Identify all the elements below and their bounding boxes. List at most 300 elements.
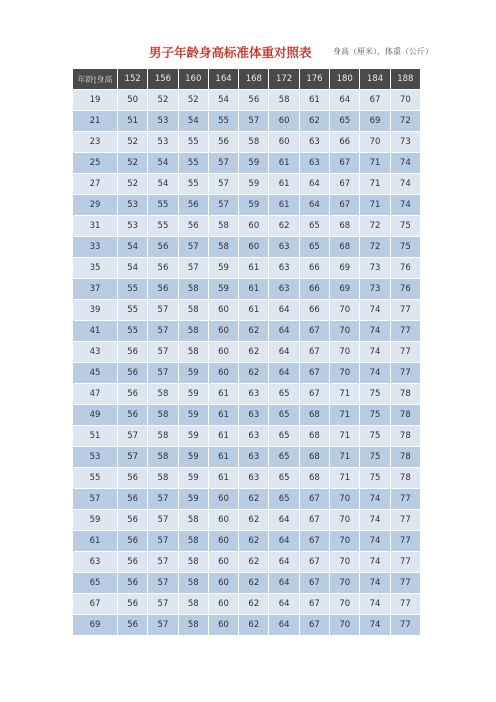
table-row bbox=[73, 174, 421, 195]
age-cell: 57 bbox=[73, 489, 118, 510]
weight-cell: 55 bbox=[118, 300, 148, 321]
weight-cell: 78 bbox=[390, 384, 420, 405]
weight-cell: 62 bbox=[239, 594, 269, 615]
weight-cell: 50 bbox=[118, 90, 148, 111]
table-row bbox=[73, 111, 421, 132]
weight-cell: 61 bbox=[239, 279, 269, 300]
table-row bbox=[73, 237, 421, 258]
weight-cell: 67 bbox=[299, 384, 329, 405]
weight-cell: 63 bbox=[299, 153, 329, 174]
weight-cell: 60 bbox=[208, 300, 238, 321]
weight-cell: 67 bbox=[360, 90, 390, 111]
weight-cell: 55 bbox=[178, 153, 208, 174]
table-row bbox=[73, 615, 421, 636]
weight-cell: 74 bbox=[360, 363, 390, 384]
age-cell: 53 bbox=[73, 447, 118, 468]
weight-cell: 58 bbox=[239, 132, 269, 153]
age-cell: 49 bbox=[73, 405, 118, 426]
weight-cell: 57 bbox=[208, 153, 238, 174]
weight-cell: 77 bbox=[390, 300, 420, 321]
weight-cell: 65 bbox=[269, 447, 299, 468]
weight-cell: 63 bbox=[239, 405, 269, 426]
weight-cell: 67 bbox=[299, 594, 329, 615]
weight-cell: 74 bbox=[360, 615, 390, 636]
weight-cell: 64 bbox=[269, 300, 299, 321]
weight-cell: 57 bbox=[148, 531, 178, 552]
weight-cell: 70 bbox=[330, 489, 360, 510]
table-row bbox=[73, 153, 421, 174]
weight-cell: 74 bbox=[360, 342, 390, 363]
weight-cell: 64 bbox=[269, 510, 299, 531]
weight-cell: 58 bbox=[178, 321, 208, 342]
weight-cell: 70 bbox=[330, 342, 360, 363]
weight-cell: 78 bbox=[390, 405, 420, 426]
weight-cell: 75 bbox=[360, 426, 390, 447]
weight-cell: 71 bbox=[330, 447, 360, 468]
weight-cell: 58 bbox=[269, 90, 299, 111]
weight-cell: 55 bbox=[178, 174, 208, 195]
height-header-cell: 184 bbox=[360, 69, 390, 90]
height-header-cell: 152 bbox=[118, 69, 148, 90]
weight-cell: 54 bbox=[208, 90, 238, 111]
weight-cell: 76 bbox=[390, 258, 420, 279]
height-header-cell: 164 bbox=[208, 69, 238, 90]
age-cell: 55 bbox=[73, 468, 118, 489]
weight-cell: 57 bbox=[118, 426, 148, 447]
weight-cell: 63 bbox=[239, 468, 269, 489]
weight-cell: 70 bbox=[330, 510, 360, 531]
weight-cell: 58 bbox=[148, 384, 178, 405]
weight-cell: 54 bbox=[148, 153, 178, 174]
age-cell: 19 bbox=[73, 90, 118, 111]
weight-cell: 56 bbox=[178, 195, 208, 216]
weight-cell: 58 bbox=[178, 300, 208, 321]
weight-cell: 70 bbox=[330, 552, 360, 573]
weight-cell: 61 bbox=[208, 468, 238, 489]
weight-cell: 70 bbox=[390, 90, 420, 111]
weight-cell: 71 bbox=[330, 468, 360, 489]
weight-cell: 56 bbox=[239, 90, 269, 111]
weight-cell: 69 bbox=[330, 279, 360, 300]
weight-cell: 65 bbox=[269, 384, 299, 405]
age-cell: 23 bbox=[73, 132, 118, 153]
weight-cell: 60 bbox=[208, 489, 238, 510]
weight-cell: 52 bbox=[118, 153, 148, 174]
weight-cell: 56 bbox=[118, 384, 148, 405]
weight-cell: 67 bbox=[330, 153, 360, 174]
weight-cell: 55 bbox=[148, 216, 178, 237]
weight-cell: 62 bbox=[239, 342, 269, 363]
age-cell: 37 bbox=[73, 279, 118, 300]
weight-cell: 60 bbox=[239, 216, 269, 237]
weight-cell: 59 bbox=[178, 489, 208, 510]
weight-cell: 65 bbox=[269, 405, 299, 426]
weight-cell: 68 bbox=[299, 426, 329, 447]
weight-cell: 61 bbox=[269, 153, 299, 174]
weight-cell: 64 bbox=[330, 90, 360, 111]
weight-cell: 63 bbox=[269, 237, 299, 258]
weight-cell: 67 bbox=[299, 615, 329, 636]
weight-cell: 58 bbox=[178, 279, 208, 300]
corner-header-cell: 年龄|身高 bbox=[73, 69, 118, 90]
table-row bbox=[73, 195, 421, 216]
weight-cell: 71 bbox=[330, 405, 360, 426]
weight-cell: 55 bbox=[148, 195, 178, 216]
weight-cell: 67 bbox=[299, 489, 329, 510]
weight-cell: 62 bbox=[239, 552, 269, 573]
weight-cell: 57 bbox=[148, 615, 178, 636]
weight-cell: 54 bbox=[148, 174, 178, 195]
weight-cell: 60 bbox=[208, 531, 238, 552]
table-row bbox=[73, 216, 421, 237]
weight-cell: 58 bbox=[178, 552, 208, 573]
table-row bbox=[73, 489, 421, 510]
weight-cell: 55 bbox=[118, 321, 148, 342]
weight-cell: 60 bbox=[208, 342, 238, 363]
weight-cell: 78 bbox=[390, 426, 420, 447]
table-row bbox=[73, 363, 421, 384]
weight-cell: 66 bbox=[299, 258, 329, 279]
weight-cell: 64 bbox=[269, 615, 299, 636]
weight-cell: 54 bbox=[118, 258, 148, 279]
weight-cell: 58 bbox=[208, 237, 238, 258]
weight-cell: 70 bbox=[330, 594, 360, 615]
age-cell: 59 bbox=[73, 510, 118, 531]
age-cell: 27 bbox=[73, 174, 118, 195]
weight-cell: 75 bbox=[360, 384, 390, 405]
age-cell: 45 bbox=[73, 363, 118, 384]
table-row bbox=[73, 384, 421, 405]
weight-cell: 59 bbox=[239, 195, 269, 216]
weight-cell: 65 bbox=[299, 216, 329, 237]
weight-cell: 77 bbox=[390, 552, 420, 573]
weight-cell: 63 bbox=[239, 384, 269, 405]
weight-cell: 60 bbox=[239, 237, 269, 258]
weight-cell: 70 bbox=[360, 132, 390, 153]
weight-cell: 68 bbox=[330, 237, 360, 258]
table-row bbox=[73, 90, 421, 111]
weight-cell: 56 bbox=[148, 258, 178, 279]
weight-cell: 59 bbox=[178, 405, 208, 426]
weight-cell: 70 bbox=[330, 573, 360, 594]
weight-cell: 63 bbox=[269, 279, 299, 300]
weight-cell: 60 bbox=[208, 363, 238, 384]
weight-cell: 57 bbox=[148, 300, 178, 321]
weight-cell: 57 bbox=[148, 321, 178, 342]
weight-cell: 78 bbox=[390, 447, 420, 468]
weight-cell: 56 bbox=[118, 594, 148, 615]
weight-cell: 52 bbox=[118, 174, 148, 195]
weight-cell: 53 bbox=[118, 195, 148, 216]
weight-cell: 59 bbox=[208, 258, 238, 279]
table-row bbox=[73, 594, 421, 615]
weight-cell: 57 bbox=[208, 195, 238, 216]
weight-cell: 72 bbox=[360, 216, 390, 237]
weight-cell: 56 bbox=[208, 132, 238, 153]
age-cell: 31 bbox=[73, 216, 118, 237]
height-header-cell: 180 bbox=[330, 69, 360, 90]
weight-cell: 56 bbox=[118, 468, 148, 489]
weight-cell: 75 bbox=[390, 216, 420, 237]
header-row bbox=[73, 69, 421, 90]
weight-cell: 56 bbox=[148, 279, 178, 300]
weight-cell: 77 bbox=[390, 615, 420, 636]
weight-cell: 77 bbox=[390, 510, 420, 531]
weight-cell: 59 bbox=[178, 363, 208, 384]
weight-cell: 73 bbox=[360, 279, 390, 300]
weight-cell: 75 bbox=[360, 405, 390, 426]
age-cell: 33 bbox=[73, 237, 118, 258]
table-row bbox=[73, 573, 421, 594]
units-note: 身高（厘米），体重（公斤） bbox=[333, 47, 433, 56]
weight-cell: 67 bbox=[299, 510, 329, 531]
weight-cell: 74 bbox=[390, 195, 420, 216]
weight-cell: 77 bbox=[390, 531, 420, 552]
weight-cell: 58 bbox=[148, 468, 178, 489]
weight-cell: 61 bbox=[208, 426, 238, 447]
weight-cell: 68 bbox=[299, 405, 329, 426]
weight-cell: 64 bbox=[299, 174, 329, 195]
height-header-cell: 156 bbox=[148, 69, 178, 90]
weight-cell: 76 bbox=[390, 279, 420, 300]
weight-cell: 62 bbox=[239, 531, 269, 552]
age-cell: 63 bbox=[73, 552, 118, 573]
table-row bbox=[73, 132, 421, 153]
weight-cell: 75 bbox=[360, 447, 390, 468]
weight-cell: 74 bbox=[360, 489, 390, 510]
weight-cell: 64 bbox=[269, 531, 299, 552]
weight-cell: 57 bbox=[118, 447, 148, 468]
weight-cell: 62 bbox=[239, 573, 269, 594]
weight-cell: 68 bbox=[299, 447, 329, 468]
weight-cell: 60 bbox=[269, 132, 299, 153]
weight-cell: 77 bbox=[390, 489, 420, 510]
weight-cell: 66 bbox=[299, 279, 329, 300]
weight-cell: 68 bbox=[330, 216, 360, 237]
table-row bbox=[73, 258, 421, 279]
table-row bbox=[73, 279, 421, 300]
weight-cell: 61 bbox=[239, 258, 269, 279]
weight-cell: 56 bbox=[178, 216, 208, 237]
weight-cell: 60 bbox=[208, 594, 238, 615]
weight-cell: 72 bbox=[390, 111, 420, 132]
weight-cell: 62 bbox=[239, 510, 269, 531]
weight-cell: 63 bbox=[269, 258, 299, 279]
weight-cell: 60 bbox=[208, 552, 238, 573]
weight-cell: 52 bbox=[118, 132, 148, 153]
weight-cell: 52 bbox=[178, 90, 208, 111]
weight-cell: 64 bbox=[269, 552, 299, 573]
age-cell: 39 bbox=[73, 300, 118, 321]
weight-cell: 56 bbox=[118, 489, 148, 510]
age-cell: 67 bbox=[73, 594, 118, 615]
age-cell: 25 bbox=[73, 153, 118, 174]
age-cell: 35 bbox=[73, 258, 118, 279]
table-body bbox=[73, 90, 421, 636]
weight-cell: 74 bbox=[390, 153, 420, 174]
table-row bbox=[73, 552, 421, 573]
weight-cell: 65 bbox=[299, 237, 329, 258]
table-header bbox=[73, 69, 421, 90]
weight-cell: 64 bbox=[269, 342, 299, 363]
weight-cell: 71 bbox=[360, 153, 390, 174]
weight-cell: 67 bbox=[299, 531, 329, 552]
weight-cell: 59 bbox=[178, 426, 208, 447]
weight-cell: 74 bbox=[360, 573, 390, 594]
weight-cell: 58 bbox=[178, 615, 208, 636]
weight-cell: 56 bbox=[118, 510, 148, 531]
weight-cell: 71 bbox=[360, 174, 390, 195]
weight-cell: 77 bbox=[390, 573, 420, 594]
weight-cell: 74 bbox=[360, 510, 390, 531]
weight-cell: 57 bbox=[178, 258, 208, 279]
weight-cell: 67 bbox=[299, 573, 329, 594]
weight-cell: 70 bbox=[330, 531, 360, 552]
weight-cell: 58 bbox=[148, 426, 178, 447]
weight-cell: 56 bbox=[118, 342, 148, 363]
weight-cell: 55 bbox=[118, 279, 148, 300]
weight-cell: 62 bbox=[239, 363, 269, 384]
height-header-cell: 168 bbox=[239, 69, 269, 90]
weight-cell: 74 bbox=[360, 594, 390, 615]
weight-cell: 60 bbox=[208, 615, 238, 636]
weight-cell: 61 bbox=[269, 195, 299, 216]
weight-cell: 56 bbox=[118, 552, 148, 573]
weight-cell: 57 bbox=[148, 510, 178, 531]
weight-cell: 56 bbox=[148, 237, 178, 258]
weight-cell: 58 bbox=[208, 216, 238, 237]
age-cell: 29 bbox=[73, 195, 118, 216]
weight-cell: 74 bbox=[360, 552, 390, 573]
weight-cell: 70 bbox=[330, 363, 360, 384]
weight-cell: 58 bbox=[178, 594, 208, 615]
table-row bbox=[73, 342, 421, 363]
table-row bbox=[73, 426, 421, 447]
weight-cell: 63 bbox=[239, 426, 269, 447]
weight-cell: 77 bbox=[390, 363, 420, 384]
weight-cell: 61 bbox=[239, 300, 269, 321]
weight-cell: 62 bbox=[239, 615, 269, 636]
weight-cell: 54 bbox=[178, 111, 208, 132]
weight-cell: 64 bbox=[299, 195, 329, 216]
weight-cell: 61 bbox=[269, 174, 299, 195]
weight-cell: 65 bbox=[269, 489, 299, 510]
weight-cell: 59 bbox=[239, 174, 269, 195]
weight-cell: 70 bbox=[330, 615, 360, 636]
height-header-cell: 188 bbox=[390, 69, 420, 90]
weight-cell: 74 bbox=[360, 321, 390, 342]
weight-cell: 59 bbox=[178, 384, 208, 405]
weight-cell: 61 bbox=[208, 447, 238, 468]
weight-cell: 68 bbox=[299, 468, 329, 489]
weight-cell: 57 bbox=[148, 552, 178, 573]
weight-cell: 74 bbox=[390, 174, 420, 195]
weight-cell: 58 bbox=[148, 405, 178, 426]
weight-cell: 62 bbox=[239, 489, 269, 510]
weight-cell: 75 bbox=[390, 237, 420, 258]
weight-cell: 67 bbox=[299, 342, 329, 363]
table-row bbox=[73, 447, 421, 468]
weight-cell: 55 bbox=[178, 132, 208, 153]
weight-cell: 57 bbox=[239, 111, 269, 132]
weight-cell: 53 bbox=[118, 216, 148, 237]
weight-cell: 57 bbox=[148, 363, 178, 384]
weight-cell: 60 bbox=[208, 321, 238, 342]
weight-cell: 67 bbox=[330, 174, 360, 195]
age-cell: 47 bbox=[73, 384, 118, 405]
weight-cell: 65 bbox=[330, 111, 360, 132]
weight-cell: 64 bbox=[269, 573, 299, 594]
weight-cell: 69 bbox=[330, 258, 360, 279]
table-row bbox=[73, 321, 421, 342]
table-row bbox=[73, 510, 421, 531]
weight-cell: 67 bbox=[299, 552, 329, 573]
weight-cell: 58 bbox=[148, 447, 178, 468]
weight-cell: 67 bbox=[330, 195, 360, 216]
weight-cell: 56 bbox=[118, 363, 148, 384]
age-cell: 51 bbox=[73, 426, 118, 447]
weight-cell: 74 bbox=[360, 300, 390, 321]
weight-cell: 71 bbox=[330, 426, 360, 447]
weight-cell: 55 bbox=[208, 111, 238, 132]
weight-cell: 77 bbox=[390, 321, 420, 342]
weight-cell: 77 bbox=[390, 342, 420, 363]
weight-cell: 78 bbox=[390, 468, 420, 489]
weight-cell: 72 bbox=[360, 237, 390, 258]
age-cell: 65 bbox=[73, 573, 118, 594]
weight-cell: 60 bbox=[208, 510, 238, 531]
weight-cell: 74 bbox=[360, 531, 390, 552]
weight-cell: 57 bbox=[208, 174, 238, 195]
weight-cell: 73 bbox=[360, 258, 390, 279]
table-row bbox=[73, 468, 421, 489]
weight-cell: 57 bbox=[148, 573, 178, 594]
weight-cell: 64 bbox=[269, 594, 299, 615]
weight-cell: 70 bbox=[330, 300, 360, 321]
title-row bbox=[0, 42, 496, 62]
weight-cell: 51 bbox=[118, 111, 148, 132]
weight-cell: 54 bbox=[118, 237, 148, 258]
weight-cell: 58 bbox=[178, 510, 208, 531]
table-row bbox=[73, 531, 421, 552]
age-cell: 69 bbox=[73, 615, 118, 636]
weight-cell: 69 bbox=[360, 111, 390, 132]
weight-cell: 67 bbox=[299, 321, 329, 342]
weight-cell: 57 bbox=[148, 342, 178, 363]
weight-cell: 61 bbox=[208, 384, 238, 405]
height-header-cell: 160 bbox=[178, 69, 208, 90]
table-row bbox=[73, 300, 421, 321]
weight-cell: 56 bbox=[118, 573, 148, 594]
weight-cell: 58 bbox=[178, 531, 208, 552]
weight-cell: 60 bbox=[269, 111, 299, 132]
age-cell: 43 bbox=[73, 342, 118, 363]
weight-cell: 59 bbox=[239, 153, 269, 174]
weight-cell: 57 bbox=[178, 237, 208, 258]
weight-cell: 63 bbox=[239, 447, 269, 468]
weight-cell: 62 bbox=[269, 216, 299, 237]
age-cell: 61 bbox=[73, 531, 118, 552]
weight-cell: 71 bbox=[360, 195, 390, 216]
weight-cell: 59 bbox=[178, 468, 208, 489]
weight-cell: 75 bbox=[360, 468, 390, 489]
weight-cell: 65 bbox=[269, 468, 299, 489]
weight-cell: 52 bbox=[148, 90, 178, 111]
age-cell: 41 bbox=[73, 321, 118, 342]
weight-cell: 62 bbox=[299, 111, 329, 132]
weight-cell: 60 bbox=[208, 573, 238, 594]
weight-table bbox=[72, 68, 421, 636]
